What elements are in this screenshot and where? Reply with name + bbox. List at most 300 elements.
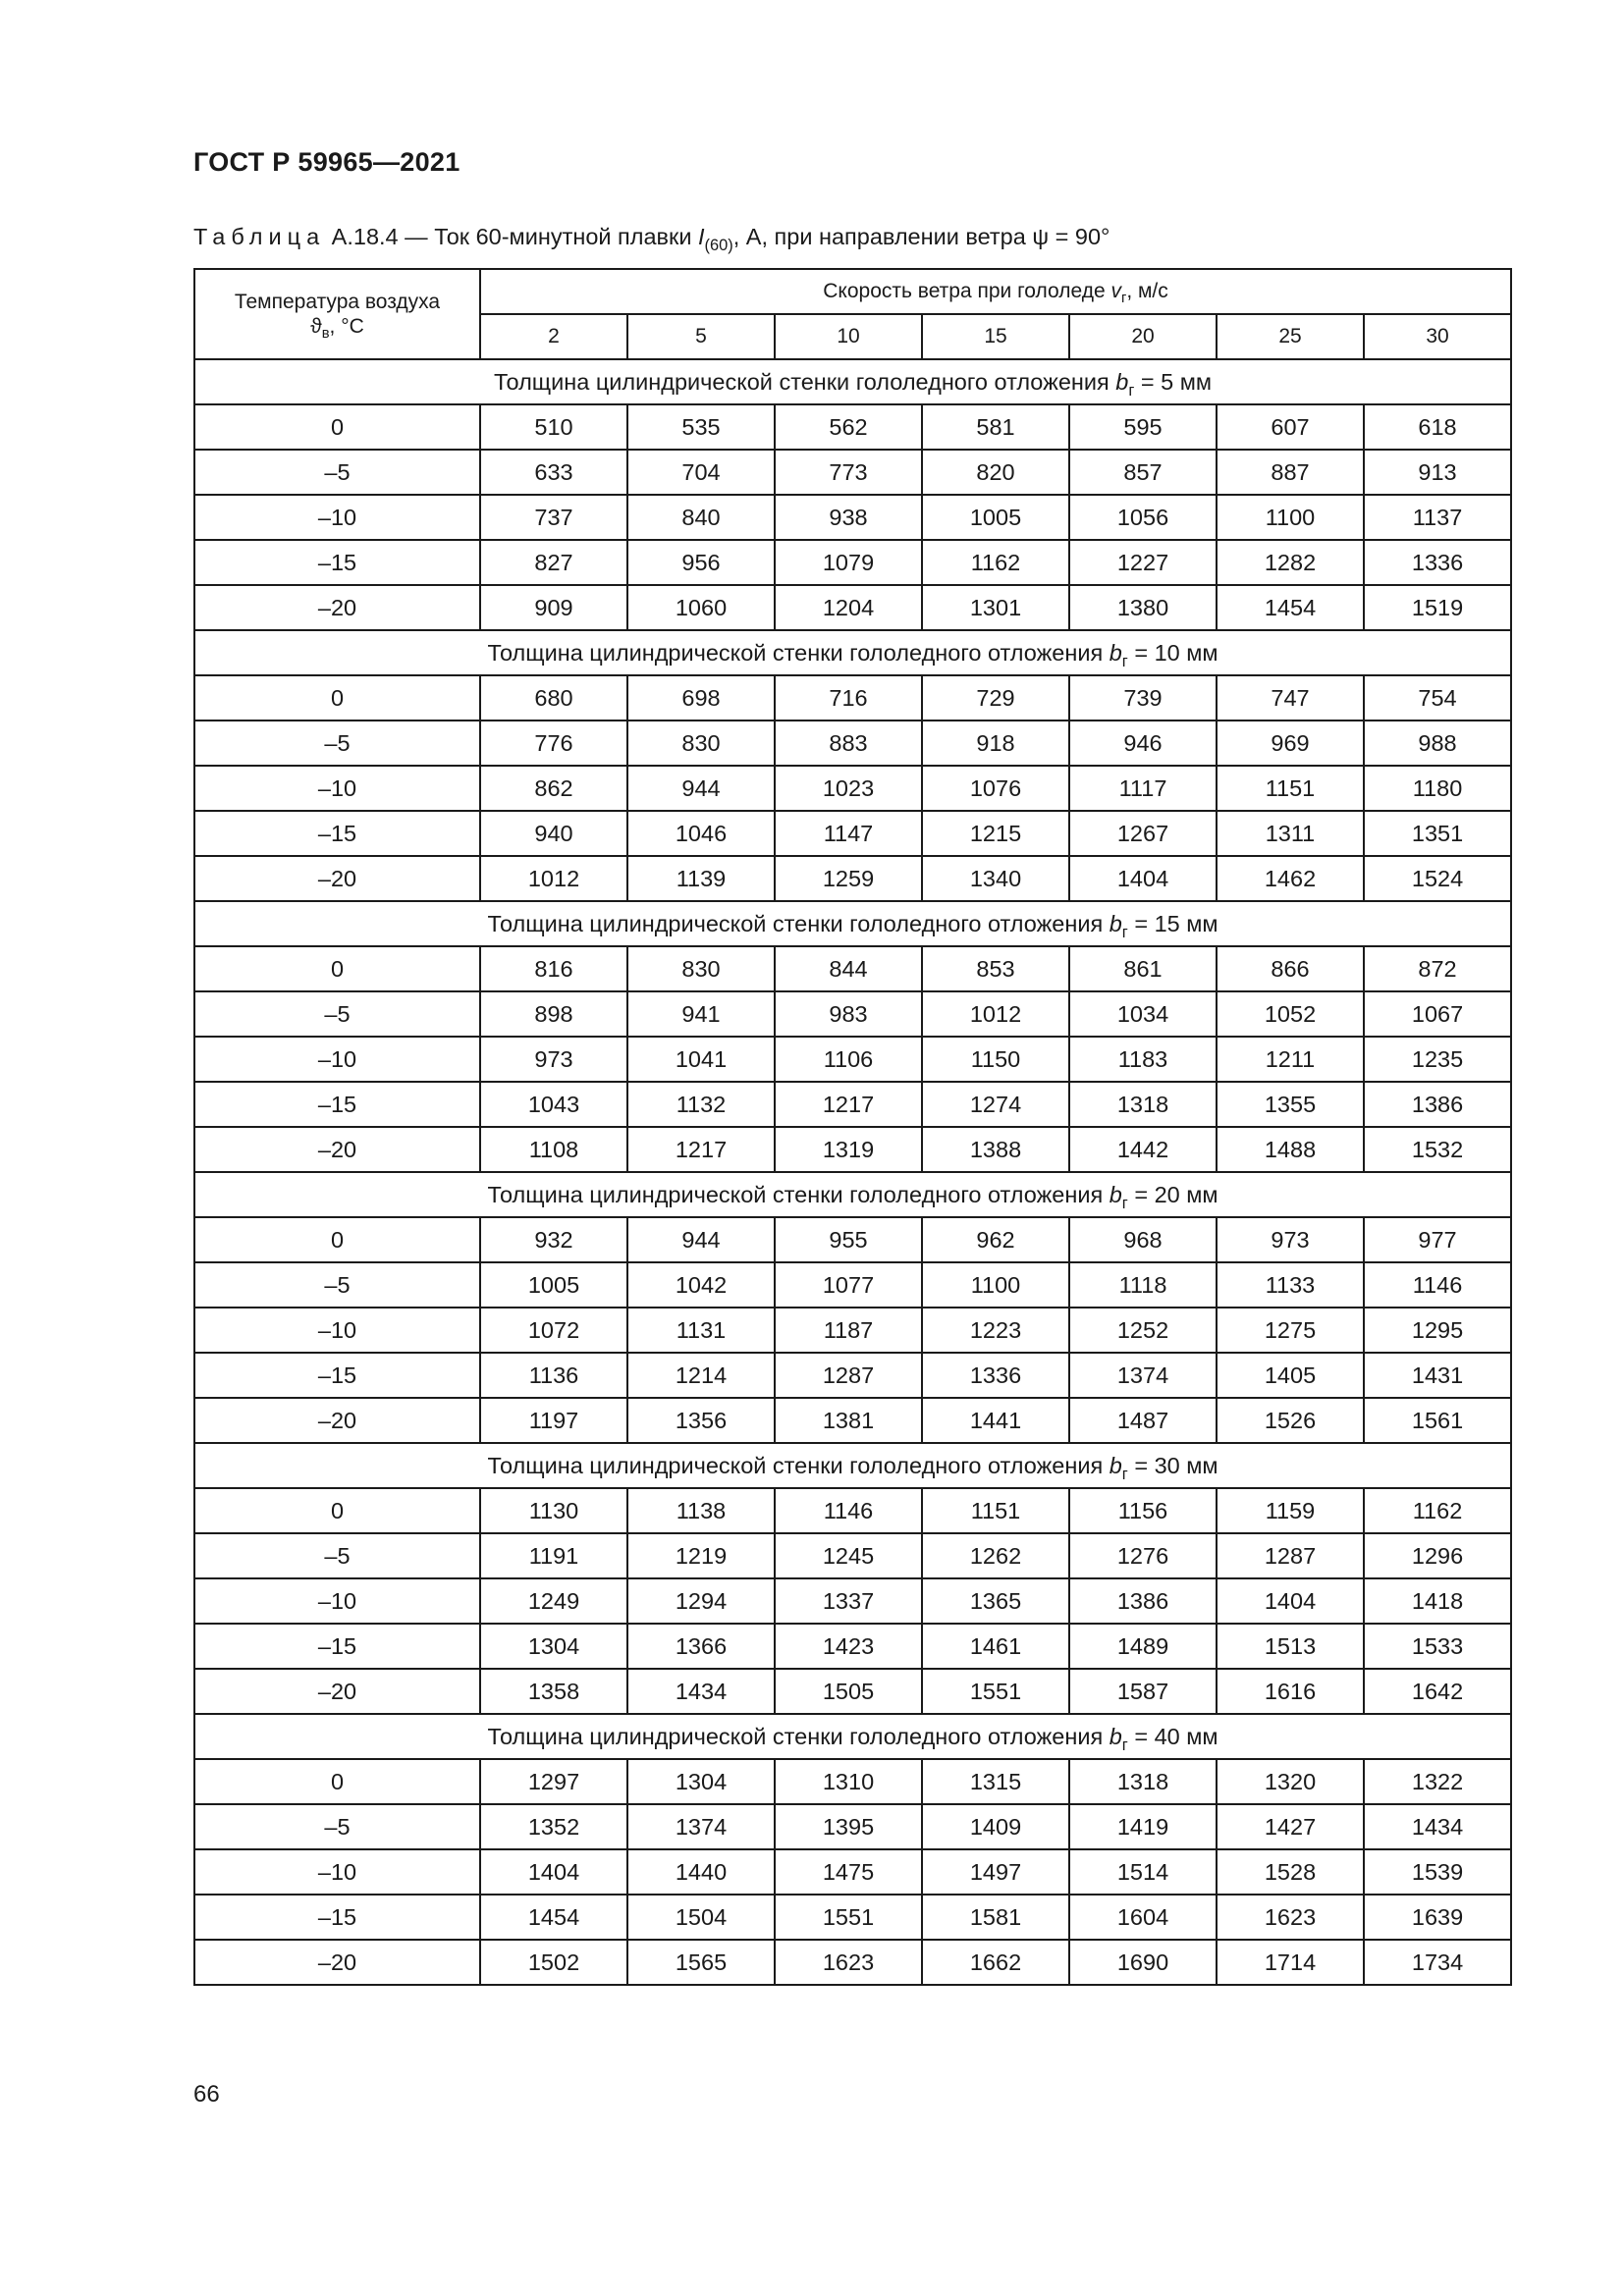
thickness-subscript: г [1121, 1735, 1128, 1754]
current-value-cell: 1287 [775, 1353, 922, 1398]
wind-speed-cell: 25 [1217, 314, 1364, 359]
table-row [194, 1533, 1511, 1578]
current-value-cell: 1235 [1364, 1037, 1511, 1082]
current-value-cell: 1365 [922, 1578, 1069, 1624]
current-value-cell: 1336 [1364, 540, 1511, 585]
current-value-cell: 956 [627, 540, 775, 585]
temperature-cell: 0 [194, 1759, 480, 1804]
current-value-cell: 1211 [1217, 1037, 1364, 1082]
table-row [194, 585, 1511, 630]
table-row [194, 1895, 1511, 1940]
current-value-cell: 1180 [1364, 766, 1511, 811]
current-value-cell: 1076 [922, 766, 1069, 811]
current-value-cell: 1539 [1364, 1849, 1511, 1895]
current-value-cell: 1259 [775, 856, 922, 901]
current-value-cell: 1274 [922, 1082, 1069, 1127]
angle-value: = 90° [1049, 224, 1110, 249]
current-value-cell: 1355 [1217, 1082, 1364, 1127]
current-value-cell: 1191 [480, 1533, 627, 1578]
table-row [194, 495, 1511, 540]
current-value-cell: 1616 [1217, 1669, 1364, 1714]
current-value-cell: 1734 [1364, 1940, 1511, 1985]
current-value-cell: 698 [627, 675, 775, 721]
current-value-cell: 1138 [627, 1488, 775, 1533]
current-value-cell: 1514 [1069, 1849, 1217, 1895]
section-header [194, 630, 1511, 675]
current-value-cell: 1077 [775, 1262, 922, 1308]
current-value-cell: 704 [627, 450, 775, 495]
current-value-cell: 969 [1217, 721, 1364, 766]
thickness-subscript: г [1128, 381, 1135, 400]
current-value-cell: 944 [627, 766, 775, 811]
current-value-cell: 1462 [1217, 856, 1364, 901]
current-value-cell: 1623 [775, 1940, 922, 1985]
caption-number: А.18.4 [325, 224, 399, 249]
current-value-cell: 1434 [1364, 1804, 1511, 1849]
document-code: ГОСТ Р 59965—2021 [193, 147, 460, 177]
current-value-cell: 1340 [922, 856, 1069, 901]
current-value-cell: 1532 [1364, 1127, 1511, 1172]
current-value-cell: 1137 [1364, 495, 1511, 540]
current-value-cell: 1352 [480, 1804, 627, 1849]
current-value-cell: 1386 [1069, 1578, 1217, 1624]
current-value-cell: 866 [1217, 946, 1364, 991]
current-value-cell: 1565 [627, 1940, 775, 1985]
thickness-value: = 5 мм [1134, 368, 1213, 395]
current-value-cell: 1118 [1069, 1262, 1217, 1308]
table-row [194, 1127, 1511, 1172]
temperature-cell: –15 [194, 1895, 480, 1940]
current-value-cell: 1404 [1217, 1578, 1364, 1624]
temperature-cell: –15 [194, 1082, 480, 1127]
current-value-cell: 968 [1069, 1217, 1217, 1262]
current-value-cell: 898 [480, 991, 627, 1037]
current-value-cell: 1533 [1364, 1624, 1511, 1669]
current-value-cell: 1100 [922, 1262, 1069, 1308]
current-value-cell: 918 [922, 721, 1069, 766]
wind-speed-header [480, 269, 1511, 314]
temperature-cell: 0 [194, 1488, 480, 1533]
current-value-cell: 510 [480, 404, 627, 450]
table-caption [193, 224, 1110, 254]
table-row [194, 721, 1511, 766]
current-value-cell: 1409 [922, 1804, 1069, 1849]
table-row [194, 1669, 1511, 1714]
temperature-header-symbol-line [195, 314, 479, 343]
section-header-row [194, 359, 1511, 404]
wind-speed-cell: 30 [1364, 314, 1511, 359]
current-value-cell: 940 [480, 811, 627, 856]
temperature-cell: –5 [194, 1533, 480, 1578]
temperature-cell: 0 [194, 404, 480, 450]
table-row [194, 1037, 1511, 1082]
current-value-cell: 1042 [627, 1262, 775, 1308]
section-text: Толщина цилиндрической стенки гололедного отложения [487, 1723, 1110, 1749]
current-value-cell: 1146 [775, 1488, 922, 1533]
current-value-cell: 1023 [775, 766, 922, 811]
table-row [194, 1082, 1511, 1127]
current-value-cell: 1581 [922, 1895, 1069, 1940]
current-value-cell: 1526 [1217, 1398, 1364, 1443]
wind-header-text: Скорость ветра при гололеде [823, 280, 1111, 302]
current-value-cell: 1214 [627, 1353, 775, 1398]
temperature-cell: –20 [194, 856, 480, 901]
current-value-cell: 1301 [922, 585, 1069, 630]
current-value-cell: 1252 [1069, 1308, 1217, 1353]
current-value-cell: 1060 [627, 585, 775, 630]
current-value-cell: 1147 [775, 811, 922, 856]
current-value-cell: 1151 [1217, 766, 1364, 811]
temperature-cell: –5 [194, 991, 480, 1037]
current-value-cell: 618 [1364, 404, 1511, 450]
thickness-value: = 40 мм [1127, 1723, 1218, 1749]
caption-text-after: , А, при направлении ветра [732, 224, 1033, 249]
wind-symbol: v [1110, 280, 1121, 302]
thickness-symbol: b [1109, 910, 1122, 936]
current-value-cell: 633 [480, 450, 627, 495]
current-value-cell: 1318 [1069, 1082, 1217, 1127]
current-value-cell: 1296 [1364, 1533, 1511, 1578]
caption-label: Таблица [193, 224, 326, 249]
current-value-cell: 988 [1364, 721, 1511, 766]
current-value-cell: 1356 [627, 1398, 775, 1443]
current-value-cell: 1519 [1364, 585, 1511, 630]
current-value-cell: 1431 [1364, 1353, 1511, 1398]
current-value-cell: 747 [1217, 675, 1364, 721]
table-row [194, 1353, 1511, 1398]
current-value-cell: 1419 [1069, 1804, 1217, 1849]
section-text: Толщина цилиндрической стенки гололедного отложения [494, 368, 1116, 395]
current-value-cell: 1056 [1069, 495, 1217, 540]
current-value-cell: 1404 [480, 1849, 627, 1895]
table-row [194, 1398, 1511, 1443]
current-value-cell: 739 [1069, 675, 1217, 721]
section-header-row [194, 1714, 1511, 1759]
temperature-cell: 0 [194, 946, 480, 991]
current-value-cell: 1162 [1364, 1488, 1511, 1533]
section-text: Толщина цилиндрической стенки гололедного отложения [487, 1452, 1110, 1478]
temperature-symbol: ϑ [310, 315, 322, 338]
current-value-cell: 1315 [922, 1759, 1069, 1804]
current-value-cell: 581 [922, 404, 1069, 450]
temperature-unit: , °С [329, 315, 364, 338]
current-value-cell: 1304 [627, 1759, 775, 1804]
current-value-cell: 962 [922, 1217, 1069, 1262]
current-value-cell: 1488 [1217, 1127, 1364, 1172]
thickness-symbol: b [1109, 1723, 1122, 1749]
current-value-cell: 1227 [1069, 540, 1217, 585]
current-value-cell: 1304 [480, 1624, 627, 1669]
current-value-cell: 1418 [1364, 1578, 1511, 1624]
current-value-cell: 1041 [627, 1037, 775, 1082]
temperature-cell: –5 [194, 721, 480, 766]
section-text: Толщина цилиндрической стенки гололедного отложения [487, 910, 1110, 936]
current-value-cell: 1217 [627, 1127, 775, 1172]
current-value-cell: 773 [775, 450, 922, 495]
section-header [194, 1714, 1511, 1759]
current-value-cell: 1442 [1069, 1127, 1217, 1172]
current-value-cell: 1551 [922, 1669, 1069, 1714]
current-value-cell: 946 [1069, 721, 1217, 766]
temperature-cell: –5 [194, 1262, 480, 1308]
current-value-cell: 1262 [922, 1533, 1069, 1578]
current-value-cell: 1395 [775, 1804, 922, 1849]
current-value-cell: 1249 [480, 1578, 627, 1624]
thickness-subscript: г [1121, 1465, 1128, 1483]
table-row [194, 856, 1511, 901]
table-row [194, 450, 1511, 495]
current-value-cell: 1133 [1217, 1262, 1364, 1308]
temperature-cell: –10 [194, 1308, 480, 1353]
current-value-cell: 820 [922, 450, 1069, 495]
current-table [193, 268, 1512, 1986]
current-value-cell: 1136 [480, 1353, 627, 1398]
current-value-cell: 1197 [480, 1398, 627, 1443]
current-value-cell: 1245 [775, 1533, 922, 1578]
current-value-cell: 776 [480, 721, 627, 766]
current-value-cell: 1012 [480, 856, 627, 901]
section-header [194, 901, 1511, 946]
current-value-cell: 1187 [775, 1308, 922, 1353]
wind-subscript: г [1120, 291, 1127, 307]
current-value-cell: 1690 [1069, 1940, 1217, 1985]
thickness-value: = 20 мм [1127, 1181, 1218, 1207]
current-value-cell: 1487 [1069, 1398, 1217, 1443]
current-value-cell: 862 [480, 766, 627, 811]
thickness-symbol: b [1109, 639, 1122, 666]
table-row [194, 1308, 1511, 1353]
temperature-cell: –20 [194, 1669, 480, 1714]
current-value-cell: 595 [1069, 404, 1217, 450]
table-row [194, 1759, 1511, 1804]
section-header-row [194, 901, 1511, 946]
current-value-cell: 1502 [480, 1940, 627, 1985]
current-value-cell: 1404 [1069, 856, 1217, 901]
current-value-cell: 1052 [1217, 991, 1364, 1037]
current-value-cell: 1319 [775, 1127, 922, 1172]
current-value-cell: 1130 [480, 1488, 627, 1533]
table-row [194, 404, 1511, 450]
current-value-cell: 1604 [1069, 1895, 1217, 1940]
temperature-cell: –20 [194, 1398, 480, 1443]
current-value-cell: 944 [627, 1217, 775, 1262]
current-value-cell: 1561 [1364, 1398, 1511, 1443]
table-row [194, 1940, 1511, 1985]
current-value-cell: 1551 [775, 1895, 922, 1940]
current-value-cell: 1388 [922, 1127, 1069, 1172]
temperature-cell: –20 [194, 585, 480, 630]
current-value-cell: 1310 [775, 1759, 922, 1804]
wind-unit: , м/с [1126, 280, 1168, 302]
current-subscript: (60) [704, 236, 733, 254]
current-value-cell: 1067 [1364, 991, 1511, 1037]
current-value-cell: 1642 [1364, 1669, 1511, 1714]
current-value-cell: 840 [627, 495, 775, 540]
current-value-cell: 1337 [775, 1578, 922, 1624]
section-header-row [194, 630, 1511, 675]
current-value-cell: 716 [775, 675, 922, 721]
current-value-cell: 1287 [1217, 1533, 1364, 1578]
current-value-cell: 1132 [627, 1082, 775, 1127]
table-row [194, 1217, 1511, 1262]
thickness-symbol: b [1115, 368, 1129, 395]
current-value-cell: 973 [480, 1037, 627, 1082]
wind-speed-cell: 5 [627, 314, 775, 359]
current-value-cell: 1351 [1364, 811, 1511, 856]
current-value-cell: 861 [1069, 946, 1217, 991]
wind-speed-cell: 15 [922, 314, 1069, 359]
current-value-cell: 1505 [775, 1669, 922, 1714]
page-number: 66 [193, 2081, 220, 2108]
thickness-symbol: b [1109, 1181, 1122, 1207]
current-value-cell: 1046 [627, 811, 775, 856]
current-value-cell: 1504 [627, 1895, 775, 1940]
table-row [194, 540, 1511, 585]
current-value-cell: 1100 [1217, 495, 1364, 540]
current-value-cell: 1320 [1217, 1759, 1364, 1804]
current-value-cell: 1461 [922, 1624, 1069, 1669]
current-value-cell: 1336 [922, 1353, 1069, 1398]
current-value-cell: 1043 [480, 1082, 627, 1127]
current-value-cell: 932 [480, 1217, 627, 1262]
current-value-cell: 1662 [922, 1940, 1069, 1985]
current-value-cell: 1440 [627, 1849, 775, 1895]
current-value-cell: 1623 [1217, 1895, 1364, 1940]
current-value-cell: 941 [627, 991, 775, 1037]
current-value-cell: 1223 [922, 1308, 1069, 1353]
thickness-subscript: г [1121, 652, 1128, 670]
current-value-cell: 1434 [627, 1669, 775, 1714]
current-value-cell: 1297 [480, 1759, 627, 1804]
section-header-row [194, 1172, 1511, 1217]
wind-speed-cell: 10 [775, 314, 922, 359]
temperature-cell: –15 [194, 540, 480, 585]
current-value-cell: 883 [775, 721, 922, 766]
current-value-cell: 1215 [922, 811, 1069, 856]
current-value-cell: 1275 [1217, 1308, 1364, 1353]
current-value-cell: 1183 [1069, 1037, 1217, 1082]
current-value-cell: 1380 [1069, 585, 1217, 630]
section-text: Толщина цилиндрической стенки гололедного отложения [487, 1181, 1110, 1207]
temperature-cell: –5 [194, 1804, 480, 1849]
current-value-cell: 977 [1364, 1217, 1511, 1262]
current-value-cell: 909 [480, 585, 627, 630]
current-value-cell: 1405 [1217, 1353, 1364, 1398]
current-value-cell: 680 [480, 675, 627, 721]
current-value-cell: 1217 [775, 1082, 922, 1127]
thickness-symbol: b [1109, 1452, 1122, 1478]
current-value-cell: 1386 [1364, 1082, 1511, 1127]
current-value-cell: 1423 [775, 1624, 922, 1669]
current-value-cell: 1005 [922, 495, 1069, 540]
current-value-cell: 1374 [627, 1804, 775, 1849]
current-value-cell: 1131 [627, 1308, 775, 1353]
current-value-cell: 1162 [922, 540, 1069, 585]
current-value-cell: 1204 [775, 585, 922, 630]
temperature-cell: –15 [194, 1624, 480, 1669]
current-value-cell: 729 [922, 675, 1069, 721]
current-value-cell: 1072 [480, 1308, 627, 1353]
current-value-cell: 1587 [1069, 1669, 1217, 1714]
section-header [194, 1172, 1511, 1217]
table-row [194, 675, 1511, 721]
current-value-cell: 830 [627, 721, 775, 766]
current-value-cell: 562 [775, 404, 922, 450]
current-value-cell: 1151 [922, 1488, 1069, 1533]
current-value-cell: 853 [922, 946, 1069, 991]
current-value-cell: 1524 [1364, 856, 1511, 901]
temperature-cell: –15 [194, 1353, 480, 1398]
current-value-cell: 1108 [480, 1127, 627, 1172]
temperature-cell: –10 [194, 495, 480, 540]
table-row [194, 1262, 1511, 1308]
temperature-cell: 0 [194, 675, 480, 721]
current-value-cell: 1322 [1364, 1759, 1511, 1804]
current-value-cell: 1295 [1364, 1308, 1511, 1353]
current-value-cell: 1034 [1069, 991, 1217, 1037]
current-value-cell: 1150 [922, 1037, 1069, 1082]
section-header [194, 359, 1511, 404]
section-header [194, 1443, 1511, 1488]
current-value-cell: 830 [627, 946, 775, 991]
temperature-header [194, 269, 480, 359]
current-value-cell: 1219 [627, 1533, 775, 1578]
current-value-cell: 973 [1217, 1217, 1364, 1262]
current-value-cell: 1012 [922, 991, 1069, 1037]
current-value-cell: 1156 [1069, 1488, 1217, 1533]
table-row [194, 991, 1511, 1037]
current-value-cell: 1106 [775, 1037, 922, 1082]
table-row [194, 946, 1511, 991]
current-value-cell: 1366 [627, 1624, 775, 1669]
temperature-header-text: Температура воздуха [234, 291, 441, 313]
current-value-cell: 1381 [775, 1398, 922, 1443]
table-row [194, 1488, 1511, 1533]
thickness-value: = 30 мм [1127, 1452, 1218, 1478]
current-value-cell: 1146 [1364, 1262, 1511, 1308]
current-value-cell: 887 [1217, 450, 1364, 495]
current-value-cell: 1454 [1217, 585, 1364, 630]
thickness-subscript: г [1121, 923, 1128, 941]
current-value-cell: 754 [1364, 675, 1511, 721]
current-value-cell: 857 [1069, 450, 1217, 495]
temperature-cell: –10 [194, 1849, 480, 1895]
table-row [194, 1578, 1511, 1624]
current-value-cell: 1005 [480, 1262, 627, 1308]
table-row [194, 1804, 1511, 1849]
current-value-cell: 1714 [1217, 1940, 1364, 1985]
temperature-cell: –10 [194, 766, 480, 811]
section-header-row [194, 1443, 1511, 1488]
temperature-cell: 0 [194, 1217, 480, 1262]
current-value-cell: 1276 [1069, 1533, 1217, 1578]
current-value-cell: 1079 [775, 540, 922, 585]
current-value-cell: 983 [775, 991, 922, 1037]
current-value-cell: 737 [480, 495, 627, 540]
wind-speed-cell: 20 [1069, 314, 1217, 359]
current-value-cell: 1528 [1217, 1849, 1364, 1895]
current-value-cell: 1267 [1069, 811, 1217, 856]
current-value-cell: 607 [1217, 404, 1364, 450]
table-row [194, 766, 1511, 811]
current-value-cell: 1311 [1217, 811, 1364, 856]
current-value-cell: 1318 [1069, 1759, 1217, 1804]
temperature-cell: –5 [194, 450, 480, 495]
current-value-cell: 1497 [922, 1849, 1069, 1895]
angle-symbol: ψ [1032, 224, 1050, 249]
temperature-cell: –15 [194, 811, 480, 856]
current-value-cell: 827 [480, 540, 627, 585]
